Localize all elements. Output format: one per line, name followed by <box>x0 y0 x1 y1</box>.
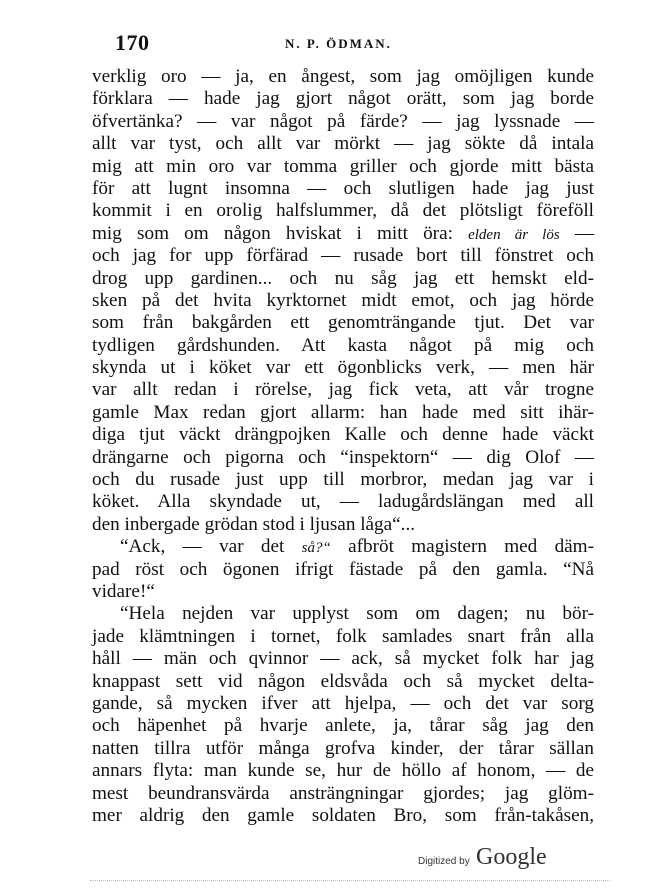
text-line: skynda ut i köket var ett ögonblicks verk, — men här <box>92 357 594 379</box>
text-line: öfvertänka? — var något på färde? — jag lyssnade — <box>92 110 594 132</box>
body-text <box>92 66 594 827</box>
text-line: den inbergade grödan stod i ljusan låga“... <box>92 513 416 535</box>
text-line: mer aldrig den gamle soldaten Bro, som från-takåsen, <box>92 804 594 826</box>
text-line: natten tillra utför många grofva kinder, der tårar sällan <box>92 737 594 759</box>
digitized-by-label: Digitized by <box>418 856 470 867</box>
text-line: och häpenhet på hvarje anlete, ja, tårar såg jag den <box>92 715 594 737</box>
text-line: håll — män och qvinnor — ack, så mycket folk har jag <box>92 648 594 670</box>
digitization-watermark <box>418 844 578 874</box>
text-segment: afbröt magistern med däm- <box>348 536 594 558</box>
text-segment: — <box>574 222 595 244</box>
text-line: gamle Max redan gjort allarm: han hade med sitt ihär- <box>92 401 594 423</box>
text-line: vidare!“ <box>92 580 155 602</box>
text-line: för att lugnt insomna — och slutligen hade jag just <box>92 177 594 199</box>
text-line: allt var tyst, och allt var mörkt — jag sökte då intala <box>92 133 594 155</box>
text-line: var allt redan i rörelse, jag fick veta, att vår trogne <box>92 379 594 401</box>
page-header <box>95 30 595 58</box>
text-line: kommit i en orolig halfslummer, då det plötsligt föreföll <box>92 200 594 222</box>
text-line: sken på det hvita kyrktornet midt emot, och jag hörde <box>92 289 594 311</box>
text-line: jade klämtningen i tornet, folk samlades snart från alla <box>92 625 594 647</box>
text-line: mest beundransvärda ansträngningar gjordes; jag glöm- <box>92 782 594 804</box>
text-line: diga tjut väckt drängpojken Kalle och denne hade väckt <box>92 424 594 446</box>
running-head: N. P. ÖDMAN. <box>285 36 392 51</box>
text-line: “Hela nejden var upplyst som om dagen; nu bör- <box>120 603 594 625</box>
italic-phrase: så?“ <box>301 540 331 557</box>
scan-edge-artifact <box>90 880 610 885</box>
text-line: och jag for upp förfärad — rusade bort till fönstret och <box>92 245 594 267</box>
text-line: knappast sett vid någon eldsvåda och så mycket delta- <box>92 670 594 692</box>
text-segment: mig som om någon hviskat i mitt öra: <box>92 222 453 244</box>
text-line: pad röst och ögonen ifrigt fästade på den gamla. “Nå <box>92 558 594 580</box>
text-line: gande, så mycken ifver att hjelpa, — och det var sorg <box>92 692 594 714</box>
text-line: drog upp gardinen... och nu såg jag ett hemskt eld- <box>92 267 594 289</box>
italic-phrase: elden är lös <box>468 226 560 243</box>
text-line: som från bakgården ett genomträngande tjut. Det var <box>92 312 594 334</box>
text-line <box>92 536 594 558</box>
text-segment: “Ack, — var det <box>120 536 285 558</box>
text-line: tydligen gårdshunden. Att kasta något på mig och <box>92 334 594 356</box>
google-logo: Google <box>476 844 547 870</box>
text-line: köket. Alla skyndade ut, — ladugårdslängan med all <box>92 491 594 513</box>
page-number: 170 <box>115 30 150 55</box>
text-line: drängarne och pigorna och “inspektorn“ — dig Olof — <box>92 446 594 468</box>
text-line: och du rusade just upp till morbror, medan jag var i <box>92 469 594 491</box>
text-line: mig att min oro var tomma griller och gjorde mitt bästa <box>92 155 594 177</box>
text-line: verklig oro — ja, en ångest, som jag omöjligen kunde <box>92 66 594 87</box>
text-line: förklara — hade jag gjort något orätt, som jag borde <box>92 88 594 110</box>
text-line: annars flyta: man kunde se, hur de höllo af honom, — de <box>92 760 594 782</box>
text-line <box>92 223 594 245</box>
